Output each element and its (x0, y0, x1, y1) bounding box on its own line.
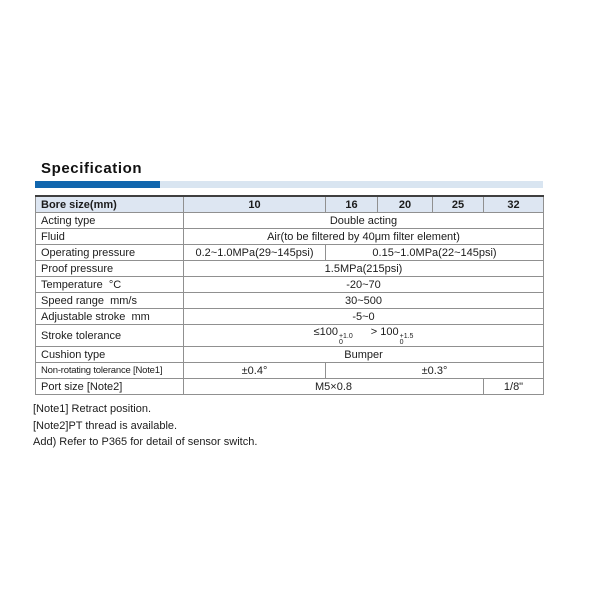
footnote-1: [Note1] Retract position. (33, 403, 152, 415)
non-rotating-bore16-32-value: ±0.3° (326, 363, 544, 379)
cushion-type-value: Bumper (184, 347, 544, 363)
tolerance-subscript: 0 (399, 339, 404, 346)
fluid-value: Air(to be filtered by 40μm filter element) (184, 229, 544, 245)
table-header-row (36, 196, 544, 213)
table-row-port-size (36, 379, 544, 395)
row-label: Cushion type (36, 347, 184, 363)
footnote-2: [Note2]PT thread is available. (33, 419, 178, 432)
header-col-10: 10 (184, 196, 326, 213)
row-label: Port size [Note2] (36, 379, 184, 395)
row-label: Fluid (36, 229, 184, 245)
operating-pressure-bore16-32-value: 0.15~1.0MPa(22~145psi) (326, 245, 544, 261)
temperature-value: -20~70 (184, 277, 544, 293)
specification-section (35, 160, 543, 451)
table-row-adjustable-stroke (36, 309, 544, 325)
specification-table (35, 195, 544, 395)
header-bore-size: Bore size(mm) (36, 196, 184, 213)
table-row-proof-pressure (36, 261, 544, 277)
header-col-25: 25 (433, 196, 484, 213)
tolerance-sup-sub (339, 334, 353, 346)
tolerance-sup-sub (400, 334, 414, 346)
section-title: Specification (41, 160, 143, 177)
row-label: Non-rotating tolerance [Note1] (36, 363, 184, 379)
header-col-16: 16 (326, 196, 378, 213)
header-col-20: 20 (378, 196, 433, 213)
port-size-m5-value: M5×0.8 (184, 379, 484, 395)
title-underline (35, 181, 543, 188)
tolerance-base: > 100 (370, 326, 399, 338)
table-row-operating-pressure (36, 245, 544, 261)
row-label: Speed range mm/s (36, 293, 184, 309)
tolerance-base: ≤100 (313, 326, 338, 338)
adjustable-stroke-value: -5~0 (184, 309, 544, 325)
table-row-fluid (36, 229, 544, 245)
title-underline-dark-segment (35, 181, 160, 188)
stroke-tolerance-expr-gt100 (371, 325, 414, 346)
row-label: Stroke tolerance (36, 325, 184, 347)
header-col-32: 32 (484, 196, 544, 213)
table-row-speed-range (36, 293, 544, 309)
port-size-bore32-value: 1/8" (484, 379, 544, 395)
speed-range-value: 30~500 (184, 293, 544, 309)
tolerance-subscript: 0 (338, 339, 343, 346)
table-row-temperature (36, 277, 544, 293)
operating-pressure-bore10-value: 0.2~1.0MPa(29~145psi) (184, 245, 326, 261)
acting-type-value: Double acting (184, 213, 544, 229)
row-label: Operating pressure (36, 245, 184, 261)
tolerance-superscript: +1.0 (338, 333, 353, 340)
table-row-non-rotating-tolerance (36, 363, 544, 379)
table-row-cushion-type (36, 347, 544, 363)
row-label: Acting type (36, 213, 184, 229)
tolerance-superscript: +1.5 (399, 333, 414, 340)
table-row-acting-type (36, 213, 544, 229)
row-label: Adjustable stroke mm (36, 309, 184, 325)
title-underline-light-segment (160, 181, 543, 188)
table-row-stroke-tolerance (36, 325, 544, 347)
proof-pressure-value: 1.5MPa(215psi) (184, 261, 544, 277)
row-label: Temperature °C (36, 277, 184, 293)
non-rotating-bore10-value: ±0.4° (184, 363, 326, 379)
stroke-tolerance-value (184, 325, 544, 347)
footnotes (33, 401, 543, 451)
row-label: Proof pressure (36, 261, 184, 277)
footnote-add: Add) Refer to P365 for detail of sensor switch. (33, 436, 258, 448)
stroke-tolerance-expr-le100 (314, 325, 353, 346)
